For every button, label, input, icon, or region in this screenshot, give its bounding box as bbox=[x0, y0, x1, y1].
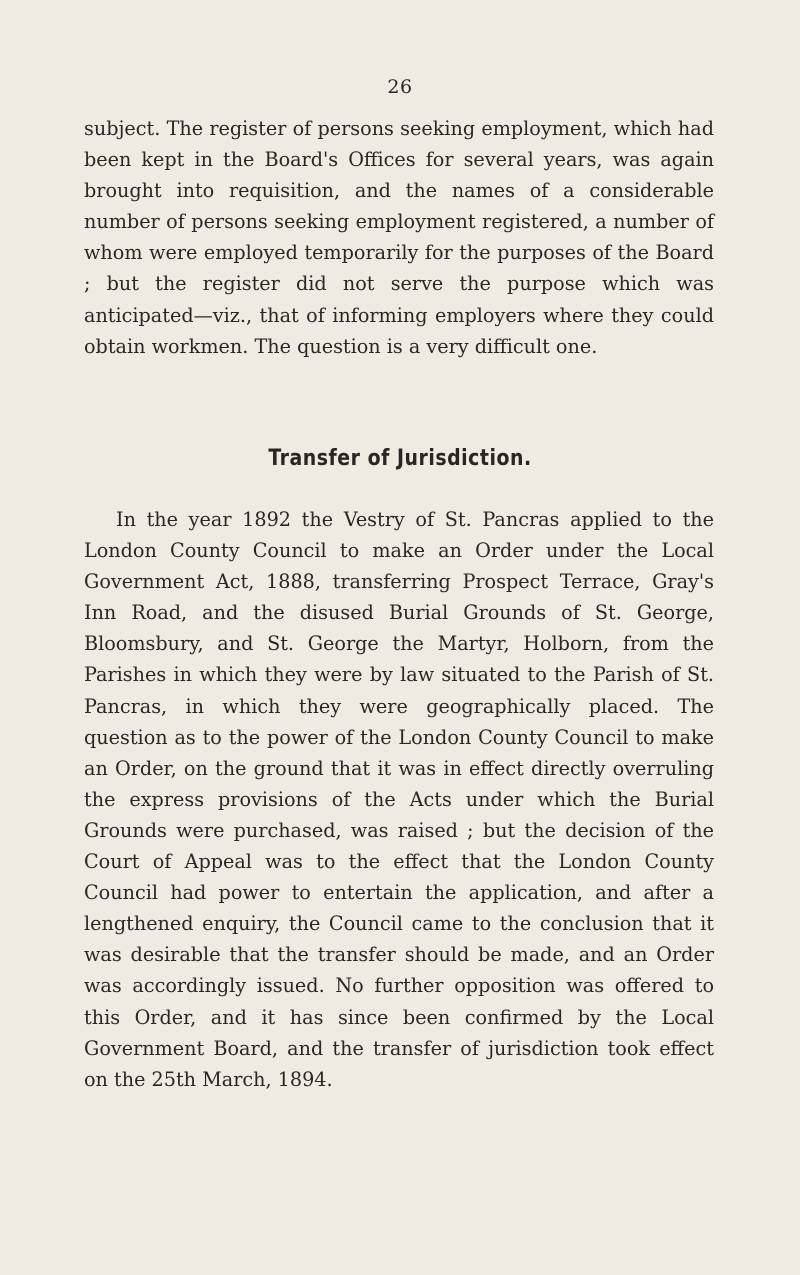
page-number: 26 bbox=[387, 76, 413, 98]
section-heading: Transfer of Jurisdiction. bbox=[268, 446, 532, 471]
body-paragraph-2: In the year 1892 the Vestry of St. Pancras applied to the London County Council to make an Order under the Local Government Act, 1888, transferring Prospect Terrace, Gray's Inn Road, and the disused Burial Grounds of St. George, Bloomsbury, and St. George the Martyr, Holborn, from the Parishes in which they were by law situated to the Parish of St. Pancras, in which they were geographically placed. The question as to the power of the London County Council to make an Order, on the ground that it was in effect directly overruling the express provisions of the Acts under which the Burial Grounds were purchased, was raised ; but the decision of the Court of Appeal was to the effect that the London County Council had power to entertain the application, and after a lengthened enquiry, the Council came to the conclusion that it was desirable that the transfer should be made, and an Order was accordingly issued. No further opposition was offered to this Order, and it has since been confirmed by the Local Government Board, and the transfer of jurisdiction took effect on the 25th March, 1894. bbox=[84, 508, 714, 1091]
body-paragraph-1: subject. The register of persons seeking employment, which had been kept in the Board's Offices for several years, was again brought into requisition, and the names of a considerable number of persons seeking employment registered, a number of whom were employed temporarily for the purposes of the Board ; but the register did not serve the purpose which was anticipated—viz., that of informing employers where they could obtain workmen. The question is a very difficult one. bbox=[84, 117, 714, 358]
